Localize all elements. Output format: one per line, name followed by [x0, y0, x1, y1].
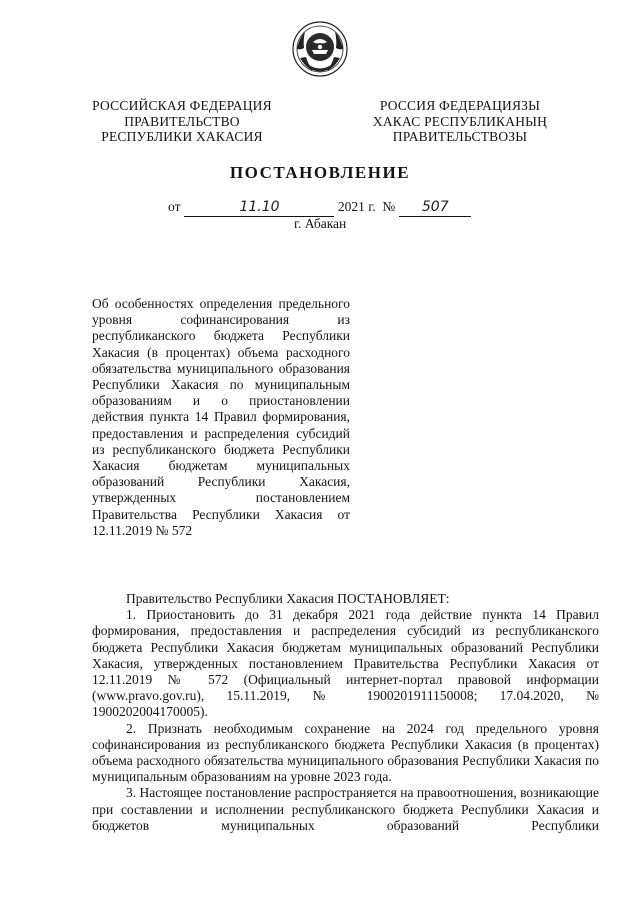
paragraph-3: 3. Настоящее постановление распространяется на правоотношения, возникающие при составлении и исполнении республиканского бюджета Республики Хакасия и бюджетов муниципальных образований Республики: [92, 785, 599, 833]
header-left-line: РЕСПУБЛИКИ ХАКАСИЯ: [101, 129, 263, 144]
header-left-line: ПРАВИТЕЛЬСТВО: [124, 113, 240, 129]
header-right-line: ХАКАС РЕСПУБЛИКАНЫҢ: [372, 113, 548, 129]
paragraph-2: 2. Признать необходимым сохранение на 2024 год предельного уровня софинансирования из республиканского бюджета Республики Хакасия (в процентах) объема расходного обязательства муниципального образования Республики Хакасия по муниципальным образованиям на уровне 2023 года.: [92, 720, 599, 785]
from-label: от: [168, 199, 181, 214]
header-right-line: РОССИЯ ФЕДЕРАЦИЯЗЫ: [379, 98, 541, 113]
coat-of-arms-icon: [291, 20, 349, 78]
date-line: [168, 199, 471, 217]
paragraph-1: 1. Приостановить до 31 декабря 2021 года действие пункта 14 Правил формирования, предоставления и распределения субсидий из республиканского бюджета Республики Хакасия бюджетам муниципальных образований Республики Хакасия, утвержденных постановлением Правительства Республики Хакасия от 12.11.2019 № 572 (Официальный интернет-портал правовой информации (www.pravo.gov.ru), 15.11.2019, № 1900201911150008; 17.04.2020, № 1900202004170005).: [92, 607, 599, 720]
header-left-line: РОССИЙСКАЯ ФЕДЕРАЦИЯ: [92, 98, 272, 113]
year-label: 2021 г.: [337, 199, 376, 214]
date-field: 11.10: [184, 201, 334, 217]
header-right: [360, 98, 560, 145]
subject-block: Об особенностях определения предельного уровня софинансирования из республиканского бюджета Республики Хакасия (в процентах) объема расходного обязательства муниципального образования Республики Хакасия по муниципальным образованиям и о приостановлении действия пункта 14 Правил формирования, предоставления и распределения субсидий из республиканского бюджета Республики Хакасия бюджетам муниципальных образований Республики Хакасия, утвержденных постановлением Правительства Республики Хакасия от 12.11.2019 № 572: [92, 296, 350, 538]
header-right-line: ПРАВИТЕЛЬСТВОЗЫ: [392, 129, 528, 144]
number-field: 507: [399, 201, 471, 217]
intro-paragraph: Правительство Республики Хакасия ПОСТАНОВЛЯЕТ:: [126, 591, 450, 606]
number-label: №: [382, 199, 396, 214]
document-title: ПОСТАНОВЛЕНИЕ: [229, 163, 411, 182]
header-left: [82, 98, 282, 145]
document-body: [92, 591, 599, 834]
city-label: г. Абакан: [294, 216, 347, 231]
